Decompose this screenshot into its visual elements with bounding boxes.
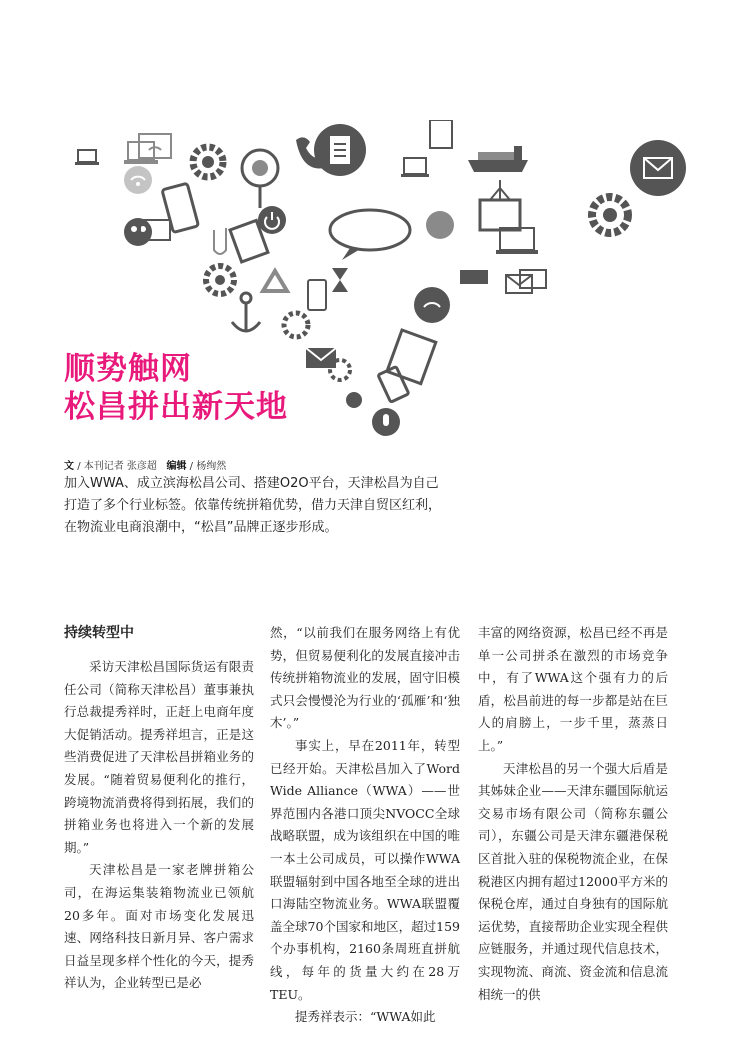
gear-icon xyxy=(284,313,308,337)
envelope-icon xyxy=(630,140,686,196)
tablet-icon xyxy=(308,280,326,310)
title-line-2: 松昌拼出新天地 xyxy=(64,389,288,425)
body-paragraph: 丰富的网络资源，松昌已经不再是单一公司拼杀在激烈的市场竞争中，有了WWA这个强有力的后盾，松昌前进的每一步都是站在巨人的肩膀上，一步千里，蒸蒸日上。” xyxy=(478,625,668,753)
gear-icon xyxy=(592,197,628,233)
byline-editor: / 杨绚然 xyxy=(189,461,227,472)
paperclip-icon xyxy=(214,228,226,254)
body-paragraph: 天津松昌的另一个强大后盾是其姊妹企业——天津东疆国际航运交易市场有限公司（简称东疆公司），东疆公司是天津东疆港保税区首批入驻的保税物流企业，在保税港区内拥有超过12000平方米的保税仓库，通过自身独有的国际航运优势，直接帮助企业实现全程供应链服务，并通过现代信息技术，实现物流、商流、资金流和信息流相统一的供 xyxy=(478,760,668,1002)
document-icon xyxy=(430,120,452,148)
gear-icon xyxy=(193,147,223,177)
intro-line-3: 在物流业电商浪潮中，“松昌”品牌正逐步形成。 xyxy=(64,520,338,535)
byline xyxy=(64,457,226,472)
people-icon xyxy=(124,218,152,246)
laptop-icon xyxy=(124,142,158,164)
body-paragraph: 然，“以前我们在服务网络上有优势，但贸易便利化的发展直接冲击传统拼箱物流业的发展，固守旧模式只会慢慢沦为行业的‘孤雁’和‘独木’。” xyxy=(270,625,460,731)
byline-wen-label: 文 xyxy=(64,461,74,472)
intro-paragraph xyxy=(64,473,504,539)
document-icon xyxy=(387,330,436,384)
globe-icon xyxy=(346,392,362,408)
hourglass-icon xyxy=(332,268,348,292)
cloud-icon xyxy=(426,211,454,239)
container-icon xyxy=(460,270,488,284)
body-paragraph: 天津松昌是一家老牌拼箱公司，在海运集装箱物流业已领航20多年。面对市场变化发展迅速、网络科技日新月异、客户需求日益呈现多样个性化的今天，提秀祥认为，企业转型已是必 xyxy=(64,862,254,991)
page-title xyxy=(64,350,288,426)
laptop-icon xyxy=(75,150,99,165)
laptop-icon xyxy=(401,158,429,177)
body-paragraph: 提秀祥表示：“WWA如此 xyxy=(295,1009,436,1025)
tablet-icon xyxy=(162,183,199,232)
tablet-icon xyxy=(378,367,409,403)
anchor-icon xyxy=(232,293,260,332)
gear-icon xyxy=(206,266,234,294)
globe-icon xyxy=(242,150,278,208)
crane-icon xyxy=(480,180,520,230)
microphone-icon xyxy=(372,408,400,436)
column-1 xyxy=(64,622,254,995)
intro-line-1: 加入WWA、成立滨海松昌公司、搭建O2O平台，天津松昌为自己 xyxy=(64,476,439,491)
column-3 xyxy=(478,622,668,1006)
intro-line-2: 打造了多个行业标签。依靠传统拼箱优势，借力天津自贸区红利， xyxy=(64,498,442,513)
body-paragraph: 事实上，早在2011年，转型已经开始。天津松昌加入了Word Wide Alliance（WWA）——世界范围内各港口顶尖NVOCC全球战略联盟，成为该组织在中国的唯一本土公司成员，可以操作WWA联盟辐射到中国各地至全球的进出口海陆空物流业务。WWA联盟覆盖全球70个国家和地区，超过159个办事机构，2160条周班直拼航线，每年的货量大约在28万TEU。 xyxy=(270,737,460,1002)
power-icon xyxy=(258,206,286,234)
recycle-icon xyxy=(263,271,287,291)
speech-bubble-icon xyxy=(330,210,410,260)
section-heading: 持续转型中 xyxy=(64,625,134,641)
byline-editor-label: 编辑 xyxy=(166,461,187,472)
body-paragraph: 采访天津松昌国际货运有限责任公司（简称天津松昌）董事兼执行总裁提秀祥时，正赶上电商年度大促销活动。提秀祥坦言，正是这些消费促进了天津松昌拼箱业务的发展。“随着贸易便利化的推行，跨境物流消费将得到拓展，我们的拼箱业务也将进入一个新的发展期。” xyxy=(64,659,254,855)
byline-reporter: / 本刊记者 张彦超 xyxy=(77,461,157,472)
column-2 xyxy=(270,622,460,1029)
wifi-icon xyxy=(414,287,450,323)
wifi-icon xyxy=(124,166,152,194)
document-icon xyxy=(314,124,366,176)
laptop-icon xyxy=(496,228,538,254)
title-line-1: 顺势触网 xyxy=(64,351,192,387)
cargo-ship-icon xyxy=(468,146,528,172)
